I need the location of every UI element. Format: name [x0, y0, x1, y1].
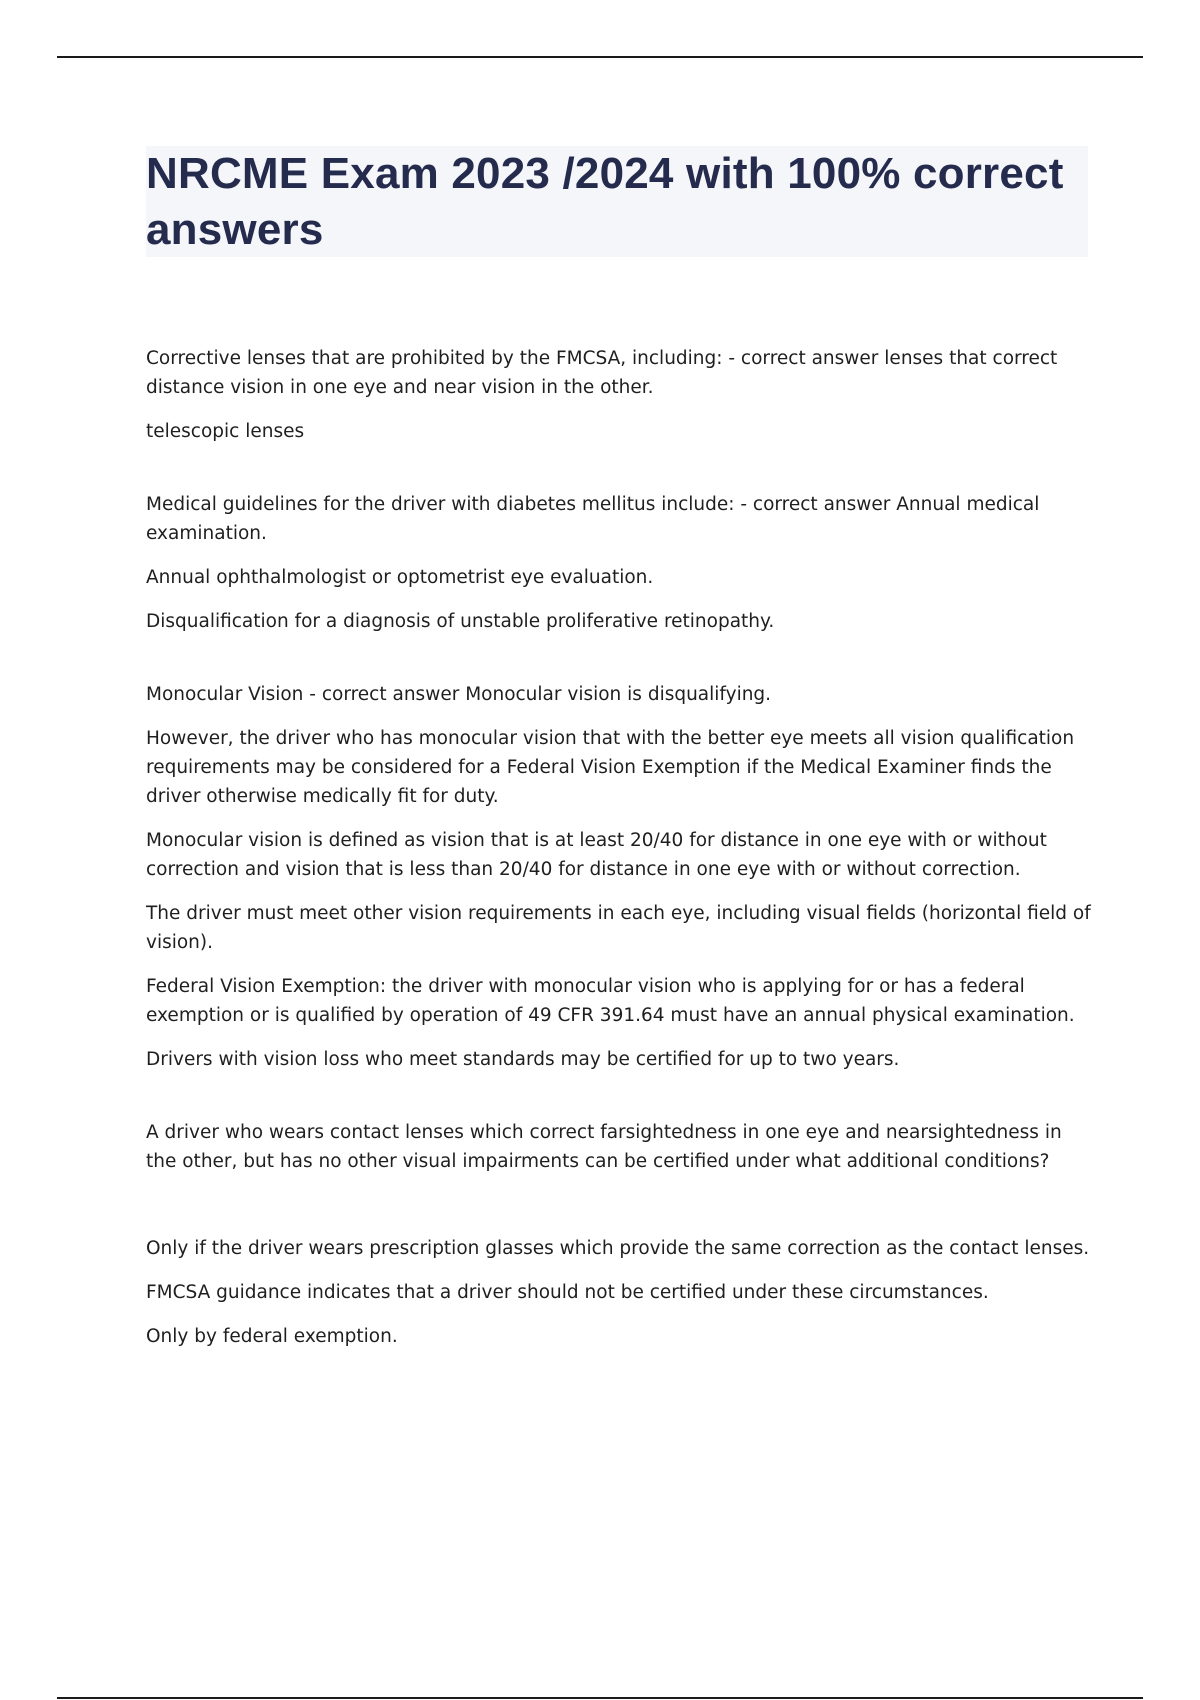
title-band — [146, 146, 1088, 257]
bottom-rule — [57, 1697, 1143, 1699]
qa-paragraph: However, the driver who has monocular vision that with the better eye meets all vision qualification requirements may be considered for a Federal Vision Exemption if the Medical Examiner finds the driver otherwise medically fit for duty. — [146, 728, 1075, 807]
qa-paragraph: Corrective lenses that are prohibited by the FMCSA, including: - correct answer lenses that correct distance vision in one eye and near vision in the other. — [146, 348, 1058, 398]
answer-option: Only if the driver wears prescription glasses which provide the same correction as the contact lenses. — [146, 1238, 1090, 1259]
top-rule — [57, 56, 1143, 58]
document-body — [146, 344, 1096, 1395]
qa-block-monocular-vision — [146, 680, 1096, 1074]
qa-paragraph: Medical guidelines for the driver with diabetes mellitus include: - correct answer Annual medical examination. — [146, 494, 1040, 544]
qa-paragraph: telescopic lenses — [146, 421, 305, 442]
qa-block-corrective-lenses — [146, 344, 1096, 446]
document-title: NRCME Exam 2023 /2024 with 100% correct answers — [146, 149, 1064, 254]
qa-paragraph: The driver must meet other vision requirements in each eye, including visual fields (horizontal field of vision). — [146, 903, 1091, 953]
qa-paragraph: Disqualification for a diagnosis of unstable proliferative retinopathy. — [146, 611, 775, 632]
qa-paragraph: Federal Vision Exemption: the driver with monocular vision who is applying for or has a federal exemption or is qualified by operation of 49 CFR 391.64 must have an annual physical examination. — [146, 976, 1075, 1026]
qa-block-contact-lenses-question — [146, 1118, 1096, 1176]
qa-paragraph: Annual ophthalmologist or optometrist eye evaluation. — [146, 567, 654, 588]
qa-paragraph: Monocular Vision - correct answer Monocular vision is disqualifying. — [146, 684, 772, 705]
qa-paragraph: Monocular vision is defined as vision that is at least 20/40 for distance in one eye with or without correction and vision that is less than 20/40 for distance in one eye with or without correction. — [146, 830, 1047, 880]
qa-block-diabetes — [146, 490, 1096, 636]
qa-paragraph: Drivers with vision loss who meet standards may be certified for up to two years. — [146, 1049, 900, 1070]
qa-block-answer-options — [146, 1234, 1096, 1351]
answer-option: FMCSA guidance indicates that a driver should not be certified under these circumstances. — [146, 1282, 989, 1303]
qa-question: A driver who wears contact lenses which correct farsightedness in one eye and nearsightedness in the other, but has no other visual impairments can be certified under what additional conditions? — [146, 1122, 1062, 1172]
answer-option: Only by federal exemption. — [146, 1326, 398, 1347]
